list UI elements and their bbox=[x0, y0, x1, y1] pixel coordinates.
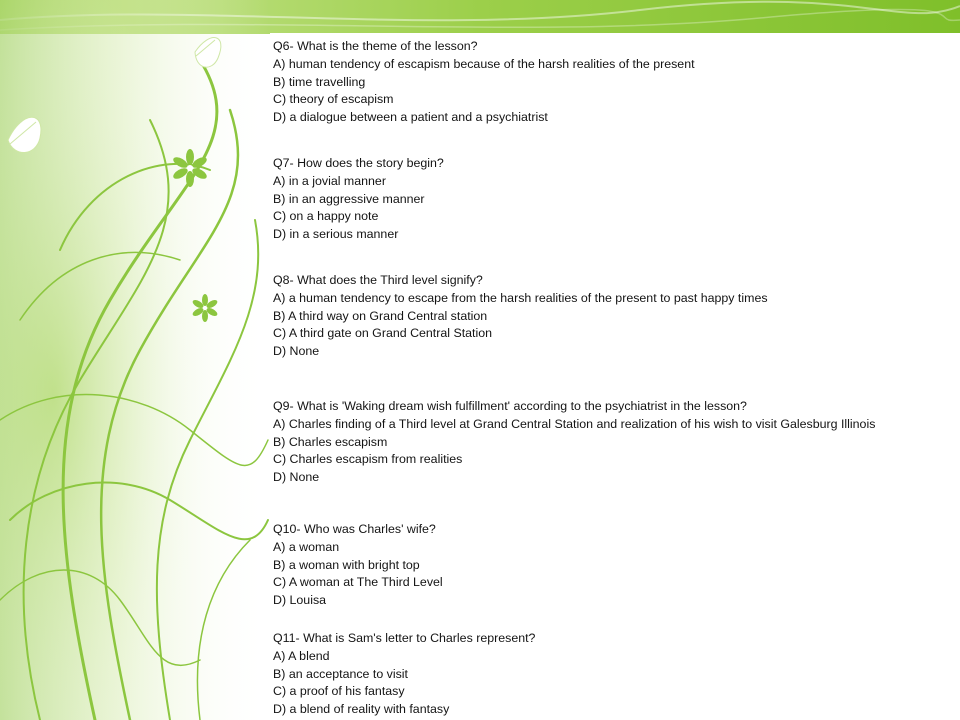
question-block-q10 bbox=[273, 521, 443, 610]
option-c: C) A woman at The Third Level bbox=[273, 575, 443, 590]
option-b: B) time travelling bbox=[273, 74, 366, 89]
question-text: Q6- What is the theme of the lesson? bbox=[273, 39, 478, 53]
option-c: C) theory of escapism bbox=[273, 92, 394, 107]
option-d: D) None bbox=[273, 470, 320, 485]
quiz-content bbox=[270, 33, 960, 720]
option-d: D) in a serious manner bbox=[273, 227, 399, 242]
question-block-q8 bbox=[273, 272, 768, 361]
option-a: A) A blend bbox=[273, 648, 330, 663]
option-d: D) a dialogue between a patient and a psychiatrist bbox=[273, 110, 548, 125]
option-b: B) Charles escapism bbox=[273, 434, 388, 449]
option-c: C) on a happy note bbox=[273, 209, 379, 224]
option-b: B) in an aggressive manner bbox=[273, 191, 425, 206]
option-c: C) Charles escapism from realities bbox=[273, 452, 463, 467]
option-c: C) a proof of his fantasy bbox=[273, 684, 405, 699]
question-block-q9 bbox=[273, 398, 875, 487]
option-b: B) an acceptance to visit bbox=[273, 666, 408, 681]
question-text: Q10- Who was Charles' wife? bbox=[273, 522, 436, 536]
question-text: Q7- How does the story begin? bbox=[273, 156, 444, 170]
question-block-q7 bbox=[273, 155, 444, 244]
option-a: A) a human tendency to escape from the harsh realities of the present to past happy times bbox=[273, 290, 768, 305]
option-d: D) Louisa bbox=[273, 593, 327, 608]
option-a: A) human tendency of escapism because of the harsh realities of the present bbox=[273, 56, 695, 71]
question-block-q6 bbox=[273, 38, 695, 127]
question-block-q11 bbox=[273, 630, 535, 719]
option-c: C) A third gate on Grand Central Station bbox=[273, 326, 493, 341]
question-text: Q8- What does the Third level signify? bbox=[273, 273, 483, 287]
option-a: A) in a jovial manner bbox=[273, 173, 386, 188]
question-text: Q9- What is 'Waking dream wish fulfillment' according to the psychiatrist in the lesson? bbox=[273, 399, 747, 413]
option-d: D) a blend of reality with fantasy bbox=[273, 702, 450, 717]
option-d: D) None bbox=[273, 344, 320, 359]
question-text: Q11- What is Sam's letter to Charles represent? bbox=[273, 631, 536, 645]
option-a: A) Charles finding of a Third level at Grand Central Station and realization of his wish to visit Galesburg Illinois bbox=[273, 416, 876, 431]
option-a: A) a woman bbox=[273, 539, 340, 554]
option-b: B) a woman with bright top bbox=[273, 557, 420, 572]
option-b: B) A third way on Grand Central station bbox=[273, 308, 488, 323]
